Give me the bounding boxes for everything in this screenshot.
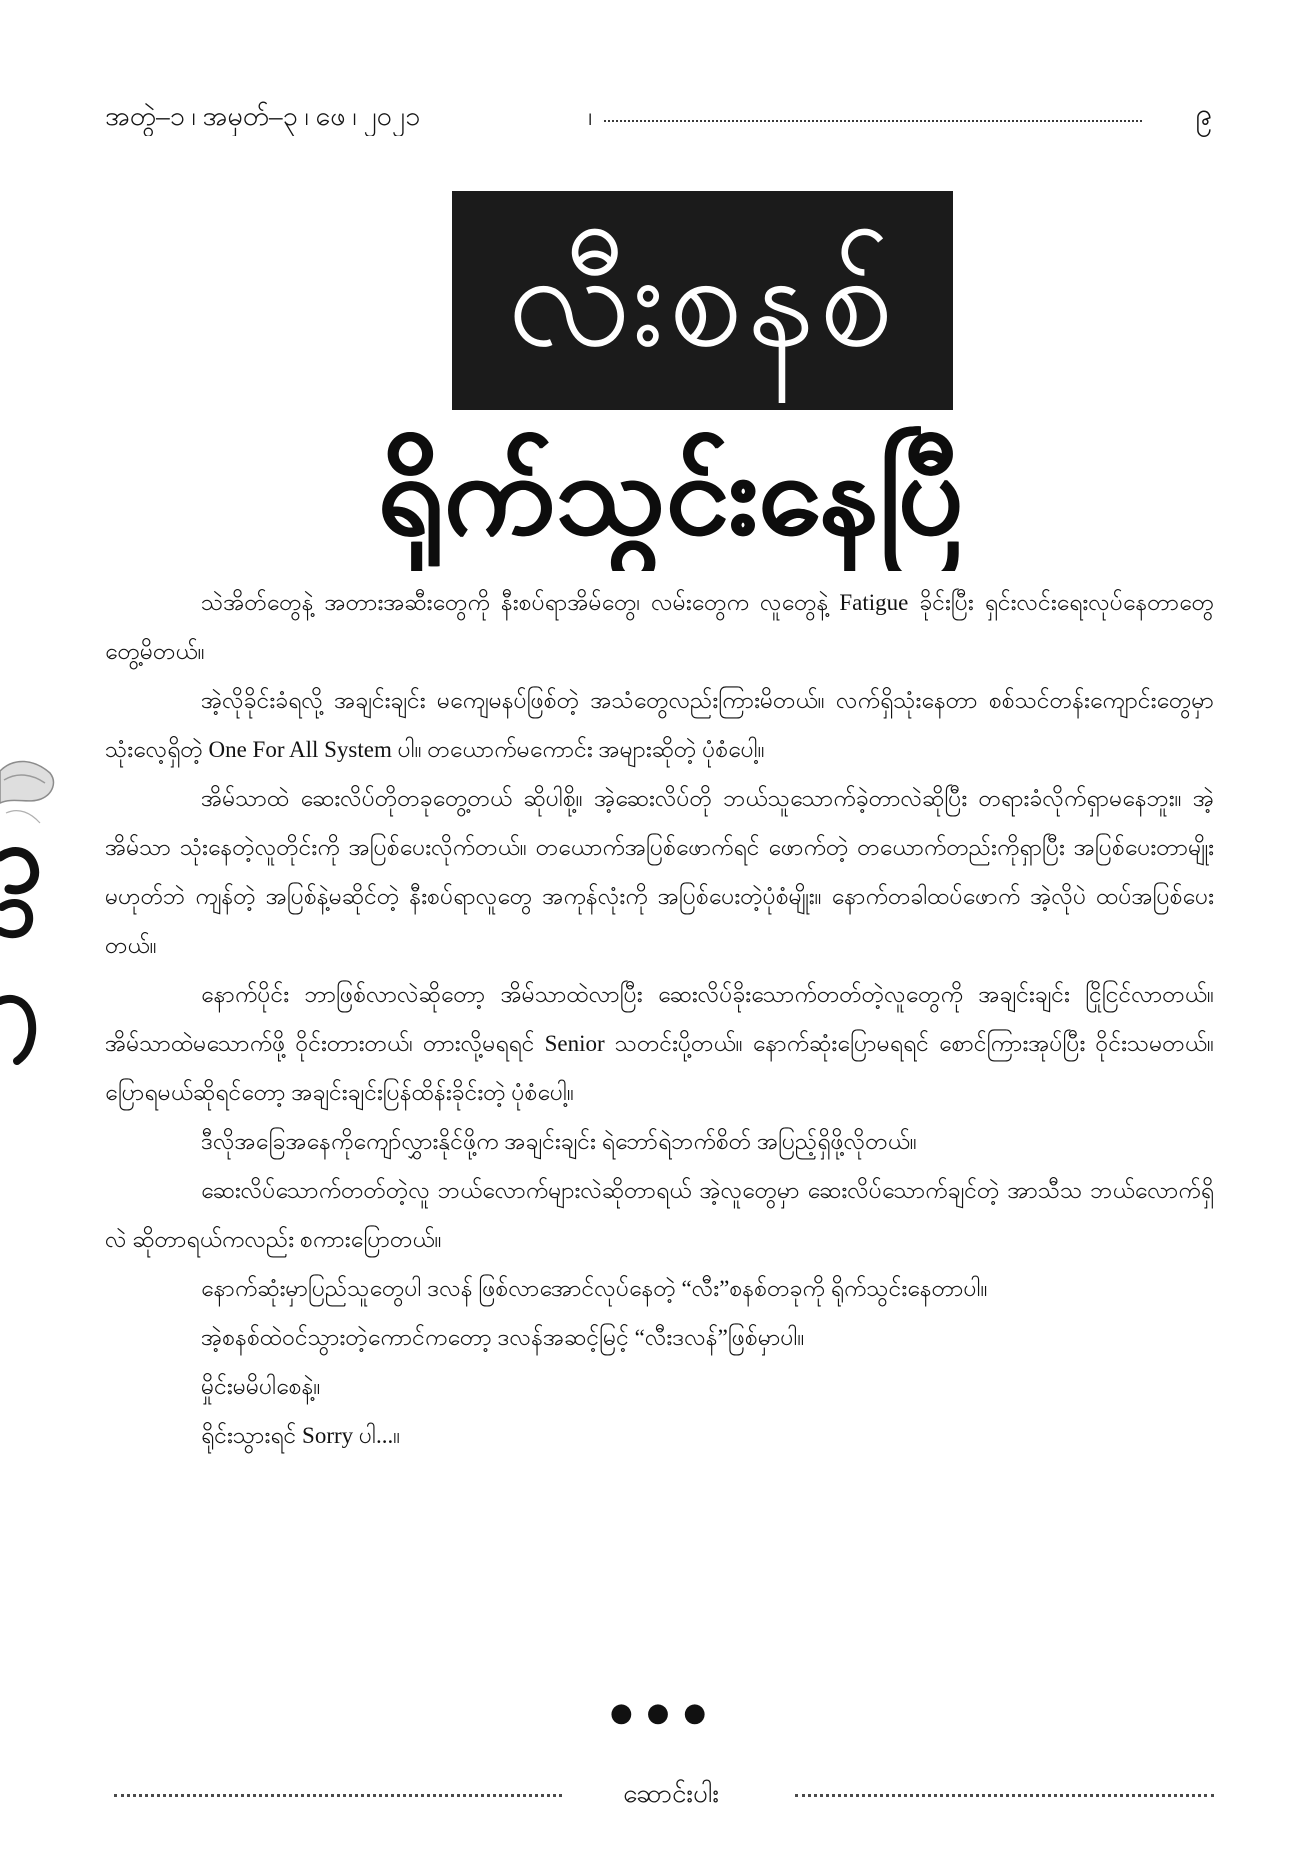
footer-dotted-rule-right <box>795 1794 1214 1797</box>
article-body <box>105 578 1214 1460</box>
edge-artwork-stroke <box>0 903 29 934</box>
paragraph: ဒီလိုအခြေအနေကိုကျော်လွှားနိုင်ဖို့က အချင်းချင်း ရဲဘော်ရဲဘက်စိတ် အပြည့်ရှိဖို့လိုတယ်။ <box>201 1129 917 1154</box>
article-subtitle: ရိုက်သွင်းနေပြီ <box>378 430 965 560</box>
edge-artwork-sketch <box>0 761 53 803</box>
paragraph: အဲ့စနစ်ထဲဝင်သွားတဲ့ကောင်ကတော့ ဒလန်အဆင့်မြင့် “လီးဒလန်”ဖြစ်မှာပါ။ <box>201 1325 805 1350</box>
paragraph: အိမ်သာထဲ ဆေးလိပ်တိုတခုတွေ့တယ် ဆိုပါစို့။ အဲ့ဆေးလိပ်တို ဘယ်သူသောက်ခဲ့တာလဲဆိုပြီး တရားခံလိုက်ရှာမနေဘူး။ အဲ့အိမ်သာ သုံးနေတဲ့လူတိုင်းကို အပြစ်ပေးလိုက်တယ်။ တယောက်အပြစ်ဖောက်ရင် ဖောက်တဲ့ တယောက်တည်းကိုရှာပြီး အပြစ်ပေးတာမျိုးမဟုတ်ဘဲ ကျန်တဲ့ အပြစ်နဲ့မဆိုင်တဲ့ နီးစပ်ရာလူတွေ အကုန်လုံးကို အပြစ်ပေးတဲ့ပုံစံမျိုး။ နောက်တခါထပ်ဖောက် အဲ့လိုပဲ ထပ်အပြစ်ပေးတယ်။ <box>105 786 1214 958</box>
paragraph: အဲ့လိုခိုင်းခံရလို့ အချင်းချင်း မကျေမနပ်ဖြစ်တဲ့ အသံတွေလည်းကြားမိတယ်။ လက်ရှိသုံးနေတာ စစ်သင်တန်းကျောင်းတွေမှာ သုံးလေ့ရှိတဲ့ One For All System ပါ။ တယောက်မကောင်း အများဆိုတဲ့ ပုံစံပေါ့။ <box>105 688 1214 762</box>
paragraph: မှိုင်းမမိပါစေနဲ့။ <box>201 1374 321 1399</box>
edge-artwork-sketch-line <box>6 811 40 823</box>
article-end-mark: ●●● <box>609 1698 721 1728</box>
paragraph: နောက်ပိုင်း ဘာဖြစ်လာလဲဆိုတော့ အိမ်သာထဲလာပြီး ဆေးလိပ်ခိုးသောက်တတ်တဲ့လူတွေကို အချင်းချင်း ငြိုငြင်လာတယ်။ အိမ်သာထဲမသောက်ဖို့ ဝိုင်းတားတယ်၊ တားလို့မရရင် Senior သတင်းပို့တယ်။ နောက်ဆုံးပြောမရရင် စောင်ကြားအုပ်ပြီး ဝိုင်းသမတယ်။ ပြောရမယ်ဆိုရင်တော့ အချင်းချင်းပြန်ထိန်းခိုင်းတဲ့ ပုံစံပေါ့။ <box>105 982 1214 1105</box>
page-number: ၉ <box>1195 98 1213 131</box>
edge-artwork-stroke <box>0 852 35 890</box>
paragraph: နောက်ဆုံးမှာပြည်သူတွေပါ ဒလန် ဖြစ်လာအောင်လုပ်နေတဲ့ “လီး”စနစ်တခုကို ရိုက်သွင်းနေတာပါ။ <box>201 1276 988 1301</box>
title-banner <box>452 191 953 410</box>
edge-artwork <box>0 753 57 1076</box>
header-dotted-rule <box>604 120 1142 122</box>
article-title: လီးစနစ် <box>507 223 898 377</box>
footer-section-label: ဆောင်းပါး <box>623 1779 719 1808</box>
issue-info: အတွဲ–၁ ၊ အမှတ်–၃ ၊ ဖေ ၊ ၂၀၂၁ <box>105 101 421 131</box>
paragraph: ဆေးလိပ်သောက်တတ်တဲ့လူ ဘယ်လောက်များလဲဆိုတာရယ် အဲ့လူတွေမှာ ဆေးလိပ်သောက်ချင်တဲ့ အာသီသ ဘယ်လောက်ရှိလဲ ဆိုတာရယ်ကလည်း စကားပြောတယ်။ <box>105 1178 1214 1252</box>
edge-artwork-graphic <box>0 753 57 1076</box>
paragraph: ရိုင်းသွားရင် Sorry ပါ...။ <box>201 1423 401 1448</box>
edge-artwork-curve <box>0 999 32 1061</box>
paragraph: သဲအိတ်တွေနဲ့ အတားအဆီးတွေကို နီးစပ်ရာအိမ်တွေ၊ လမ်းတွေက လူတွေနဲ့ Fatigue ခိုင်းပြီး ရှင်းလင်းရေးလုပ်နေတာတွေ တွေ့မိတယ်။ <box>105 590 1214 664</box>
footer-dotted-rule-left <box>114 1794 562 1797</box>
header-separator: ၊ <box>588 101 593 131</box>
